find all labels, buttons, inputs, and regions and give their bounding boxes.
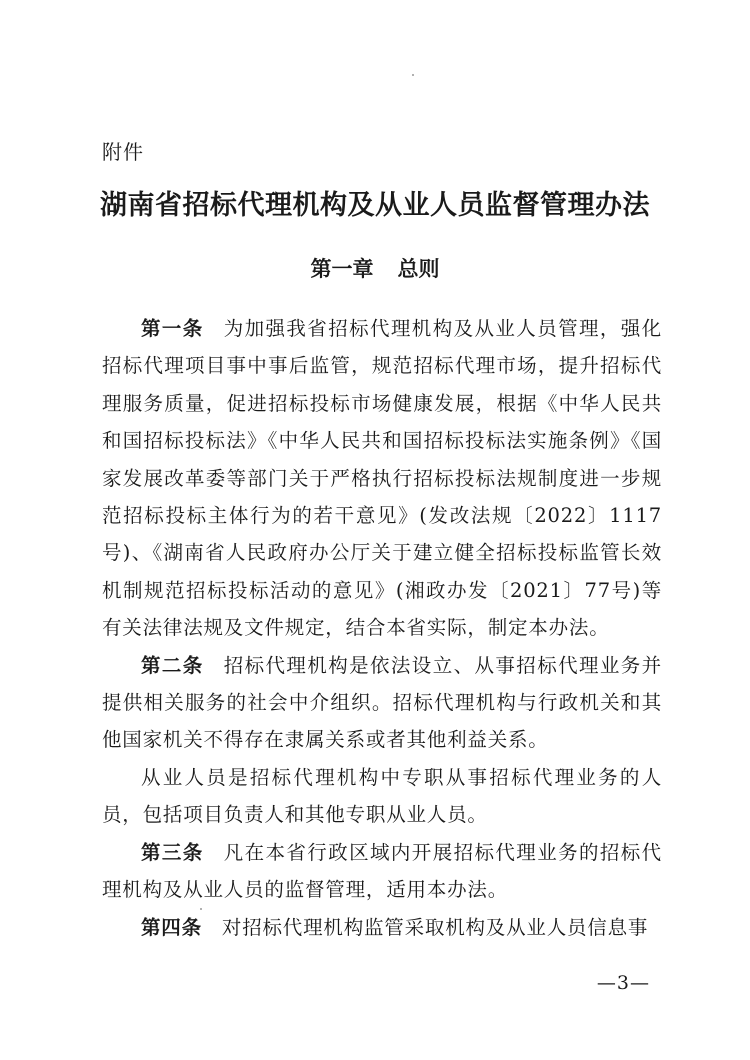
article-number: 第一条 bbox=[141, 317, 204, 340]
paragraph-text: 凡在本省行政区域内开展招标代理业务的招标代理机构及从业人员的监督管理，适用本办法。 bbox=[102, 840, 662, 902]
chapter-number: 第一章 bbox=[310, 257, 374, 281]
article-number: 第三条 bbox=[141, 840, 204, 864]
page-number: —3— bbox=[596, 972, 650, 994]
chapter-heading bbox=[0, 254, 750, 284]
document-body bbox=[102, 310, 662, 946]
scan-speck bbox=[200, 908, 202, 910]
article-paragraph bbox=[102, 834, 662, 909]
article-number: 第四条 bbox=[141, 915, 202, 939]
article-paragraph bbox=[102, 310, 662, 647]
paragraph-text: 招标代理机构是依法设立、从事招标代理业务并提供相关服务的社会中介组织。招标代理机构与行政机关和其他国家机关不得存在隶属关系或者其他利益关系。 bbox=[102, 653, 662, 752]
article-paragraph bbox=[102, 647, 662, 759]
article-paragraph bbox=[102, 909, 662, 946]
paragraph-text: 对招标代理机构监管采取机构及从业人员信息事 bbox=[221, 915, 649, 939]
document-title: 湖南省招标代理机构及从业人员监督管理办法 bbox=[100, 190, 650, 221]
article-number: 第二条 bbox=[141, 653, 204, 677]
body-paragraph bbox=[102, 759, 662, 834]
paragraph-text: 从业人员是招标代理机构中专职从事招标代理业务的人员，包括项目负责人和其他专职从业人员。 bbox=[102, 765, 662, 827]
scan-speck bbox=[412, 74, 414, 76]
chapter-name: 总则 bbox=[397, 257, 440, 281]
attachment-label: 附件 bbox=[102, 140, 144, 164]
paragraph-text: 为加强我省招标代理机构及从业人员管理，强化招标代理项目事中事后监管，规范招标代理市场，提升招标代理服务质量，促进招标投标市场健康发展，根据《中华人民共和国招标投标法》《中华人民共和国招标投标法实施条例》《国家发展改革委等部门关于严格执行招标投标法规制度进一步规范招标投标主体行为的若干意见》(发改法规〔2022〕1117号)、《湖南省人民政府办公厅关于建立健全招标投标监管长效机制规范招标投标活动的意见》(湘政办发〔2021〕77号)等有关法律法规及文件规定，结合本省实际，制定本办法。 bbox=[102, 317, 662, 640]
